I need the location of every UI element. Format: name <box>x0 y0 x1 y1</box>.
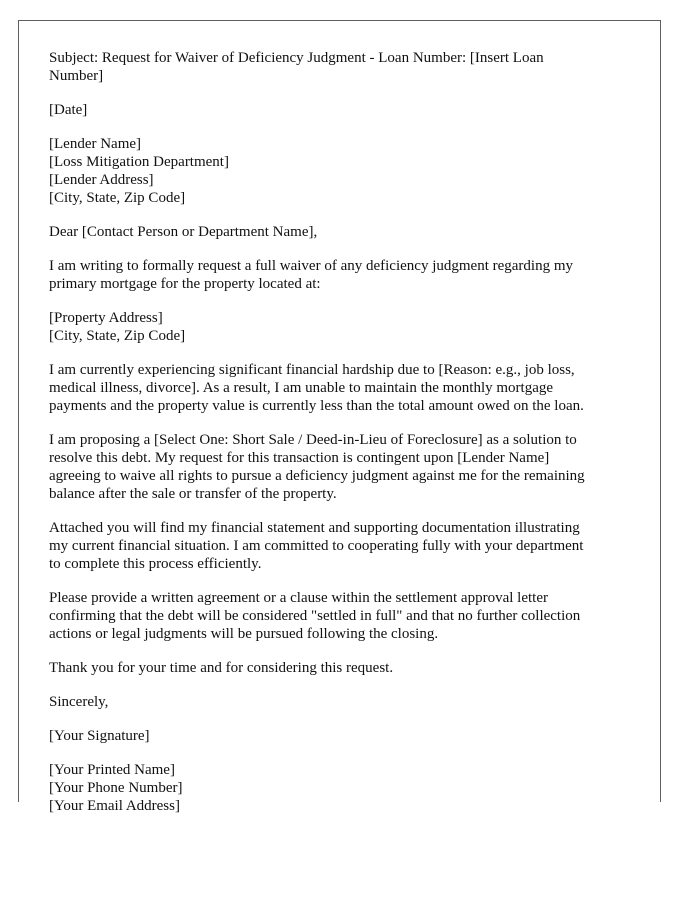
paragraph-attachments: Attached you will find my financial statement and supporting documentation illustrating my current financial situation. I am committed to cooperating fully with your department to complete this process efficiently. <box>49 520 584 572</box>
property-address-block: [Property Address] [City, State, Zip Code] <box>49 310 186 344</box>
paragraph-agreement: Please provide a written agreement or a clause within the settlement approval letter confirming that the debt will be considered "settled in full" and that no further collection actions or legal judgments will be pursued following the closing. <box>49 590 581 642</box>
letter-page <box>18 20 661 814</box>
letter-body <box>49 49 639 831</box>
subject-line: Subject: Request for Waiver of Deficiency Judgment - Loan Number: [Insert Loan Number] <box>49 50 544 84</box>
closing: Sincerely, <box>49 694 109 710</box>
signature-line: [Your Signature] <box>49 728 150 744</box>
paragraph-proposal: I am proposing a [Select One: Short Sale / Deed-in-Lieu of Foreclosure] as a solution to resolve this debt. My request for this transaction is contingent upon [Lender Name] agreeing to waive all rights to pursue a deficiency judgment against me for the remaining balance after the sale or transfer of the property. <box>49 432 585 502</box>
paragraph-request: I am writing to formally request a full waiver of any deficiency judgment regarding my primary mortgage for the property located at: <box>49 258 573 292</box>
paragraph-hardship: I am currently experiencing significant financial hardship due to [Reason: e.g., job loss, medical illness, divorce]. As a result, I am unable to maintain the monthly mortgage payments and the property value is currently less than the total amount owed on the loan. <box>49 362 584 414</box>
paragraph-thanks: Thank you for your time and for considering this request. <box>49 660 394 676</box>
salutation: Dear [Contact Person or Department Name], <box>49 224 318 240</box>
contact-block: [Your Printed Name] [Your Phone Number] [Your Email Address] <box>49 762 183 814</box>
lender-address-block: [Lender Name] [Loss Mitigation Department] [Lender Address] [City, State, Zip Code] <box>49 136 229 206</box>
letter-date: [Date] <box>49 102 88 118</box>
